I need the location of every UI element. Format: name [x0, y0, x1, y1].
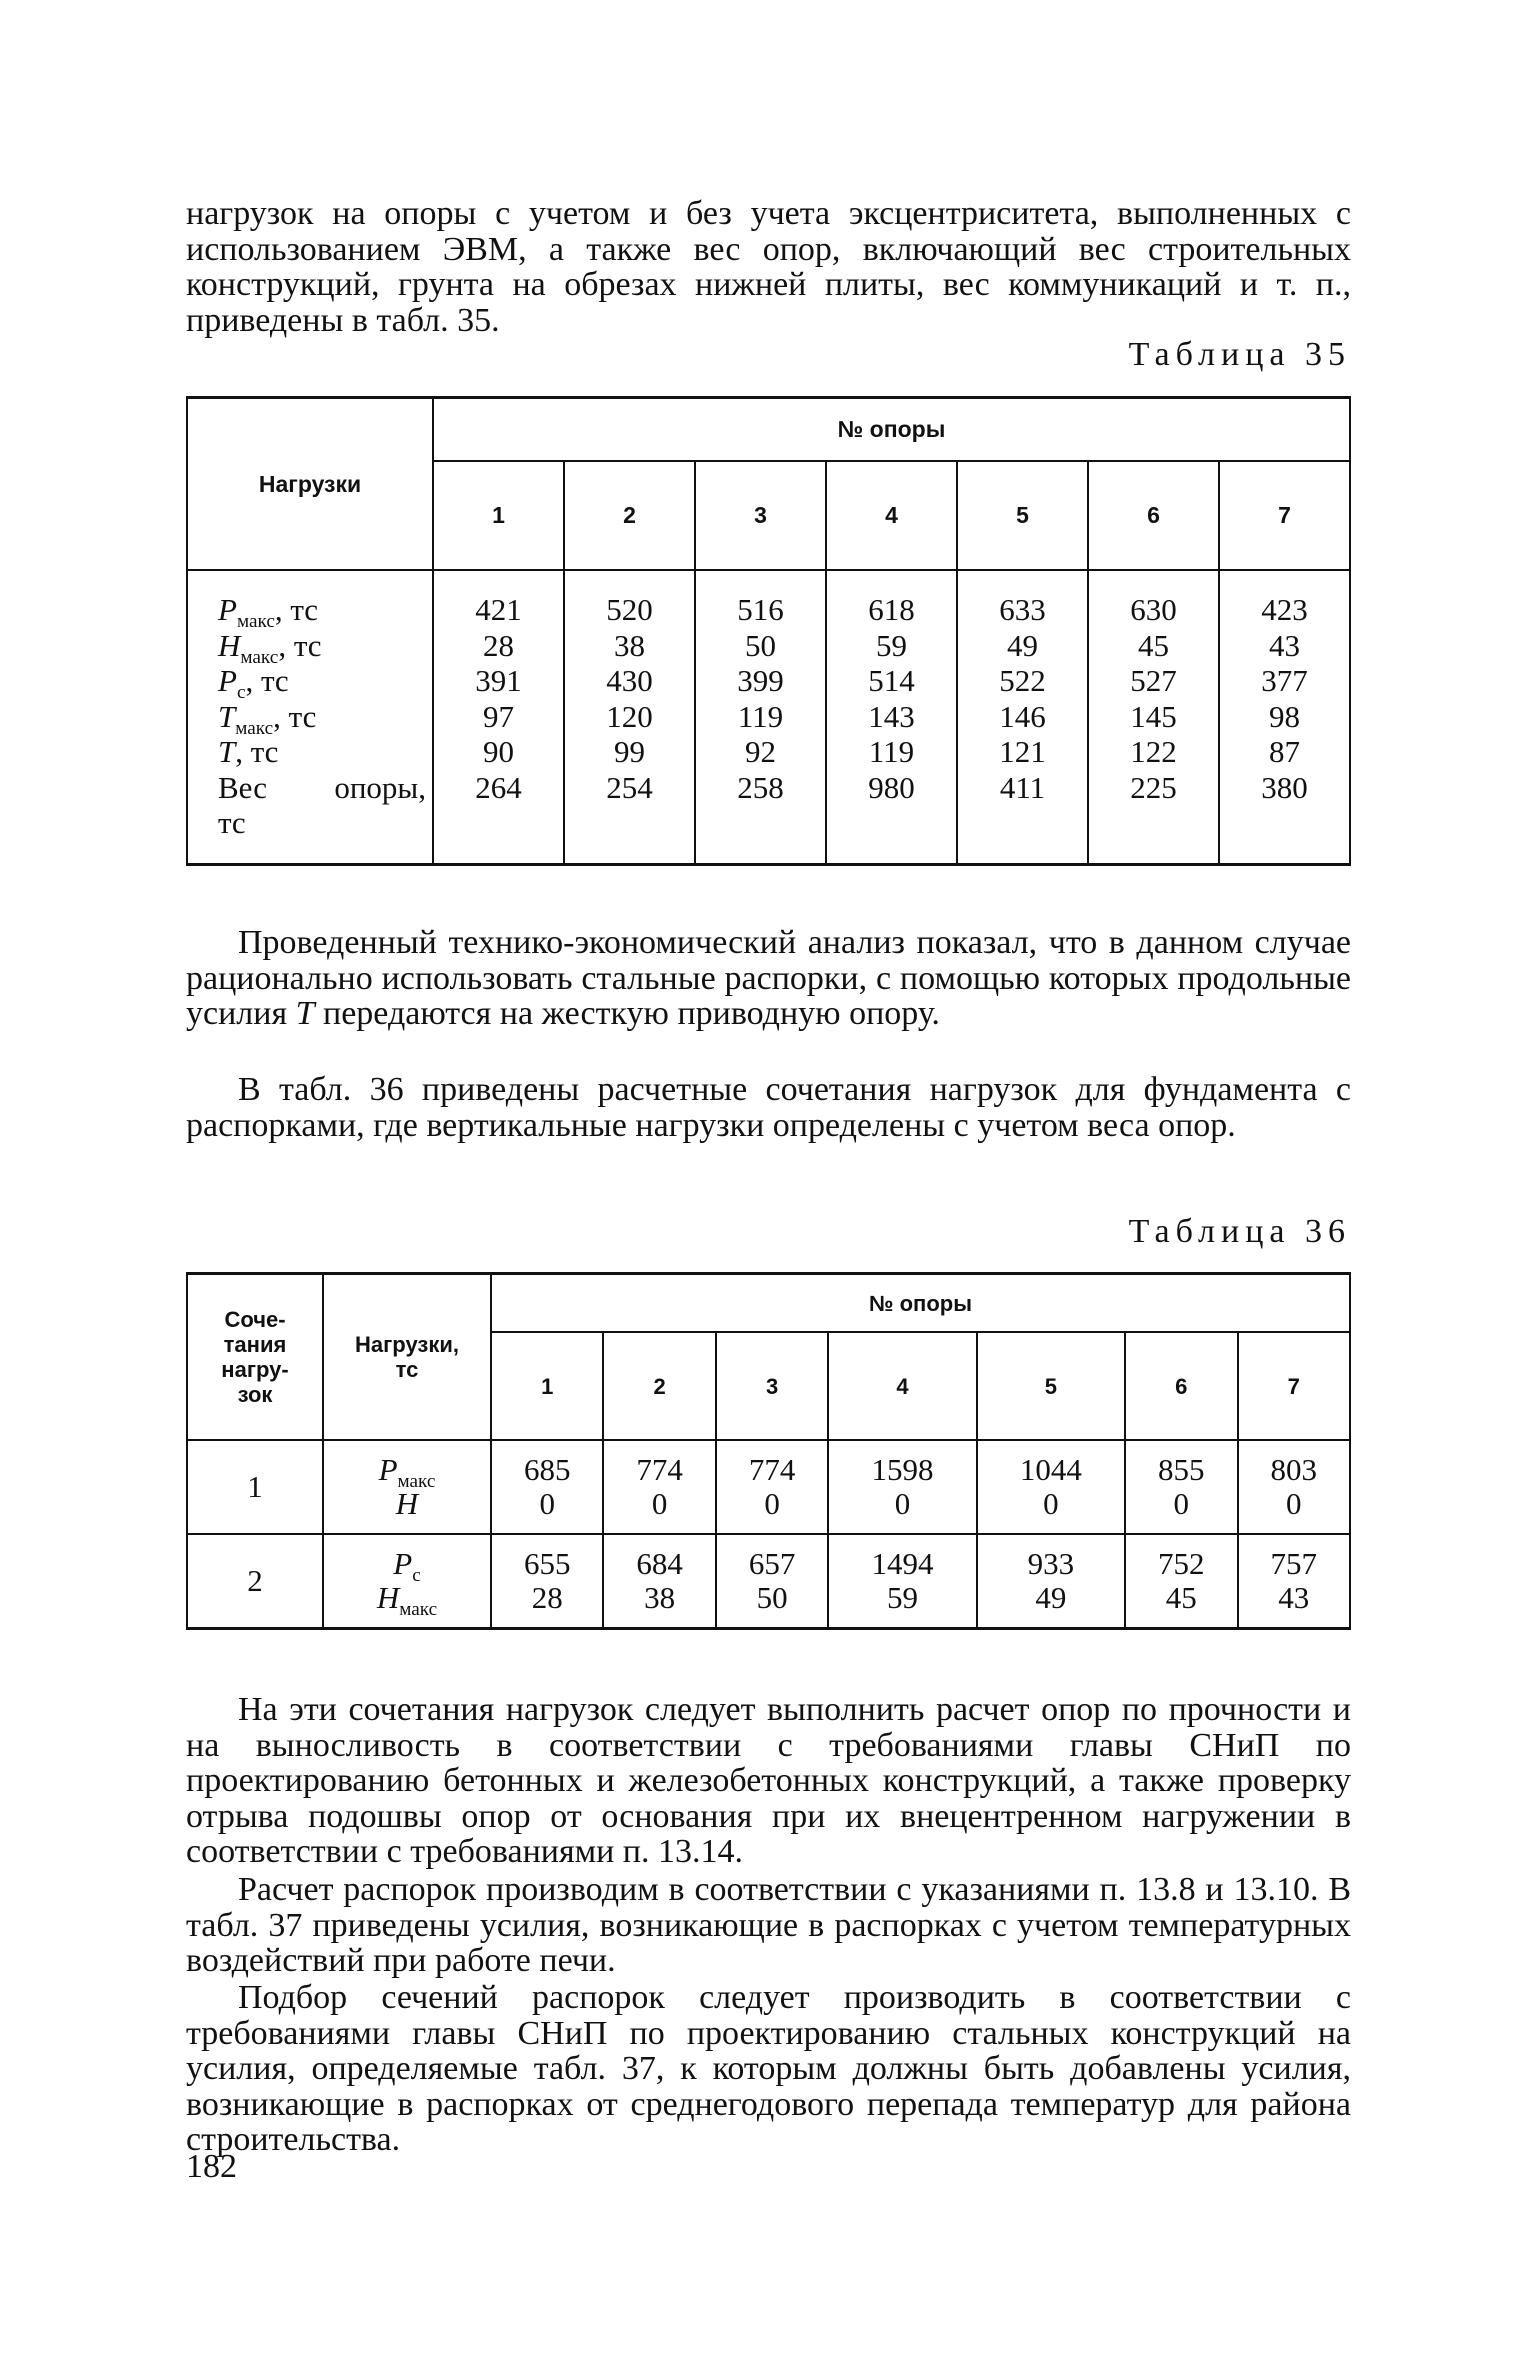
load-symbol-symbol: T [218, 698, 236, 734]
load-symbol-row [324, 1580, 490, 1621]
load-symbol-symbol: P [218, 592, 237, 627]
support-values [1238, 1534, 1351, 1629]
load-symbol-unit: , тс [245, 663, 289, 698]
load-symbols [323, 1440, 491, 1534]
load-symbol-unit: , тс [278, 627, 322, 663]
table-35-caption: Таблица 35 [1128, 336, 1351, 373]
value-cell: 146 [999, 698, 1046, 734]
table-36-caption: Таблица 36 [1128, 1213, 1351, 1250]
value-cell: 516 [737, 592, 784, 627]
support-number: 6 [1125, 1332, 1237, 1440]
load-symbol [218, 627, 322, 668]
value-cell: 423 [1261, 592, 1308, 627]
support-number: 2 [564, 461, 695, 570]
page-number: 182 [186, 2148, 237, 2185]
load-symbol [324, 1452, 490, 1493]
group-header-supports: № опоры [433, 398, 1350, 461]
value-cell: 38 [614, 627, 645, 663]
load-symbol-symbol: T [218, 734, 236, 769]
value-cell: 1494 [871, 1546, 934, 1581]
support-number: 5 [957, 461, 1088, 570]
value-cell: 514 [868, 663, 915, 698]
value-cell: 143 [868, 698, 915, 734]
value-cell: 28 [531, 1580, 563, 1615]
support-values [1238, 1440, 1351, 1534]
group-header-supports: № опоры [491, 1274, 1350, 1333]
value-cell: 145 [1130, 698, 1177, 734]
support-values [716, 1534, 828, 1629]
support-values [1125, 1534, 1237, 1629]
load-symbol-unit: , тс [235, 734, 279, 769]
paragraph-sections: Подбор сечений распорок следует производить в соответствии с требованиями главы СНиП по проектированию стальных конструкций на усилия, определяемые табл. 37, к которым должны быть добавлены усилия, возникающие в распорках от среднегодового перепада температур для района строительства. [186, 1979, 1351, 2158]
weight-unit: тс [218, 805, 246, 840]
load-symbol [218, 592, 319, 633]
value-cell: 87 [1269, 734, 1300, 769]
paragraph-calculation: На эти сочетания нагрузок следует выполнить расчет опор по прочности и на выносливость в соответствии с требованиями главы СНиП по проектированию бетонных и железобетонных конструкций, а также проверку отрыва подошвы опор от основания при их внецентренном нагружении в соответствии с требованиями п. 13.14. [186, 1691, 1351, 1870]
load-symbol-subscript: макс [240, 646, 279, 668]
support-number: 7 [1238, 1332, 1351, 1440]
table-row [187, 1534, 1350, 1629]
load-symbol-unit: , тс [273, 698, 317, 734]
value-cell: 258 [737, 769, 784, 805]
value-cell: 43 [1269, 627, 1300, 663]
support-number: 2 [603, 1332, 715, 1440]
load-symbol-row [324, 1487, 490, 1521]
value-cell: 657 [748, 1546, 796, 1581]
value-cell: 411 [999, 769, 1046, 805]
support-values [977, 1440, 1125, 1534]
value-cell: 121 [999, 734, 1046, 769]
weight-label: Вес опоры, [218, 769, 426, 805]
table-36 [186, 1272, 1351, 1630]
load-label [218, 735, 428, 771]
load-symbol-subscript: макс [399, 1599, 438, 1621]
value-cell: 633 [999, 592, 1046, 627]
value-cell: 391 [475, 663, 522, 698]
value-cell: 630 [1130, 592, 1177, 627]
value-cell: 774 [636, 1452, 683, 1487]
load-symbol-symbol: P [378, 1452, 398, 1487]
value-cell: 421 [475, 592, 522, 627]
table-row [187, 1440, 1350, 1534]
value-cell: 0 [894, 1486, 911, 1521]
table-35 [186, 396, 1351, 866]
value-cell: 45 [1165, 1580, 1197, 1615]
support-values [564, 570, 695, 865]
load-symbol-row [324, 1452, 490, 1493]
load-symbol-row [324, 1546, 490, 1587]
load-labels [187, 570, 433, 865]
value-cell: 399 [737, 663, 784, 698]
value-cell: 254 [606, 769, 653, 805]
support-values [828, 1440, 976, 1534]
value-cell: 0 [539, 1486, 555, 1521]
value-cell: 225 [1130, 769, 1177, 805]
support-number: 6 [1088, 461, 1219, 570]
load-symbol-subscript: с [412, 1565, 421, 1587]
value-cell: 119 [737, 698, 784, 734]
col-header-combinations-text: Соче- тания нагру- зок [221, 1307, 289, 1407]
value-cell: 774 [748, 1452, 796, 1487]
load-symbol-subscript: макс [235, 717, 274, 739]
load-symbol-symbol: H [376, 1580, 400, 1615]
value-cell: 92 [745, 734, 776, 769]
value-cell: 119 [868, 734, 915, 769]
support-values [977, 1534, 1125, 1629]
support-values [957, 570, 1088, 865]
value-cell: 0 [651, 1486, 668, 1521]
support-values [491, 1534, 603, 1629]
combination-id: 1 [187, 1440, 323, 1534]
support-values [828, 1534, 976, 1629]
variable-t: T [295, 995, 315, 1032]
value-cell: 520 [606, 592, 653, 627]
support-number: 5 [977, 1332, 1125, 1440]
support-values [1125, 1440, 1237, 1534]
value-cell: 430 [606, 663, 653, 698]
value-cell: 655 [523, 1546, 571, 1581]
load-label [218, 627, 428, 668]
load-symbol-symbol: H [218, 627, 241, 663]
value-cell: 50 [756, 1580, 788, 1615]
value-cell: 684 [636, 1546, 683, 1581]
value-cell: 855 [1158, 1452, 1205, 1487]
value-cell: 527 [1130, 663, 1177, 698]
value-cell: 933 [1027, 1546, 1075, 1581]
load-symbol [218, 698, 317, 739]
value-cell: 43 [1278, 1580, 1310, 1615]
load-symbol [324, 1487, 490, 1521]
load-label [218, 592, 428, 633]
paragraph-struts: Расчет распорок производим в соответствии с указаниями п. 13.8 и 13.10. В табл. 37 приведены усилия, возникающие в распорках с учетом температурных воздействий при работе печи. [186, 1871, 1351, 1979]
load-symbol-symbol: P [218, 663, 237, 698]
value-cell: 803 [1270, 1452, 1317, 1487]
load-symbol-subscript: макс [397, 1471, 436, 1493]
support-values [491, 1440, 603, 1534]
support-number: 4 [828, 1332, 976, 1440]
value-cell: 120 [606, 698, 653, 734]
support-values [716, 1440, 828, 1534]
support-number: 4 [826, 461, 957, 570]
value-cell: 0 [1286, 1486, 1302, 1521]
load-symbol-subscript: макс [236, 611, 275, 633]
col-header-loads-text: Нагрузки, тс [355, 1332, 459, 1382]
load-symbol-symbol: P [393, 1546, 413, 1581]
value-cell: 264 [475, 769, 522, 805]
col-header-loads: Нагрузки [187, 398, 433, 571]
support-values [1088, 570, 1219, 865]
paragraph-analysis-text: Проведенный технико-экономический анализ показал, что в данном случае рационально использовать стальные распорки, с помощью которых продольные усилия T передаются на жесткую приводную опору. [186, 924, 1351, 1032]
value-cell: 522 [999, 663, 1046, 698]
value-cell: 0 [1173, 1486, 1190, 1521]
col-header-loads [323, 1274, 491, 1441]
value-cell: 98 [1269, 698, 1300, 734]
value-cell: 122 [1130, 734, 1177, 769]
value-cell: 980 [868, 769, 915, 805]
support-number: 1 [433, 461, 564, 570]
value-cell: 59 [876, 627, 907, 663]
load-symbol [324, 1546, 490, 1587]
value-cell: 28 [483, 627, 514, 663]
load-symbol [324, 1580, 490, 1621]
value-cell: 49 [1035, 1580, 1067, 1615]
value-cell: 49 [1007, 627, 1038, 663]
value-cell: 45 [1138, 627, 1169, 663]
load-symbol-subscript: с [236, 682, 246, 704]
value-cell: 757 [1270, 1546, 1317, 1581]
load-symbol-unit: , тс [274, 592, 319, 627]
paragraph-analysis [186, 925, 1351, 1032]
value-cell: 38 [644, 1580, 676, 1615]
value-cell: 97 [483, 698, 514, 734]
load-symbols [323, 1534, 491, 1629]
value-cell: 380 [1261, 769, 1308, 805]
value-cell: 377 [1261, 663, 1308, 698]
value-cell: 99 [614, 734, 645, 769]
value-cell: 685 [523, 1452, 571, 1487]
value-cell: 752 [1158, 1546, 1205, 1581]
support-values [603, 1534, 715, 1629]
support-values [826, 570, 957, 865]
value-cell: 90 [483, 734, 514, 769]
combination-id: 2 [187, 1534, 323, 1629]
value-cell: 618 [868, 592, 915, 627]
value-cell: 50 [745, 627, 776, 663]
load-symbol [218, 663, 289, 704]
support-values [695, 570, 826, 865]
support-number: 3 [695, 461, 826, 570]
col-header-combinations [187, 1274, 323, 1441]
support-values [603, 1440, 715, 1534]
load-label [218, 698, 428, 739]
paragraph-intro: нагрузок на опоры с учетом и без учета эксцентриситета, выполненных с использованием ЭВМ, а также вес опор, включающий вес строительных конструкций, грунта на обрезах нижней плиты, вес коммуникаций и т. п., приведены в табл. 35. [186, 195, 1351, 339]
value-cell: 0 [764, 1486, 780, 1521]
support-number: 7 [1219, 461, 1350, 570]
paragraph-table36-intro: В табл. 36 приведены расчетные сочетания нагрузок для фундамента с распорками, где вертикальные нагрузки определены с учетом веса опор. [186, 1071, 1351, 1144]
support-values [1219, 570, 1350, 865]
value-cell: 59 [887, 1580, 918, 1615]
support-number: 3 [716, 1332, 828, 1440]
support-values [433, 570, 564, 865]
load-symbol-symbol: H [395, 1486, 419, 1521]
load-label [218, 663, 428, 704]
load-symbol [218, 734, 278, 769]
value-cell: 1044 [1019, 1452, 1082, 1487]
value-cell: 1598 [871, 1452, 934, 1487]
value-cell: 0 [1043, 1486, 1059, 1521]
support-number: 1 [491, 1332, 603, 1440]
